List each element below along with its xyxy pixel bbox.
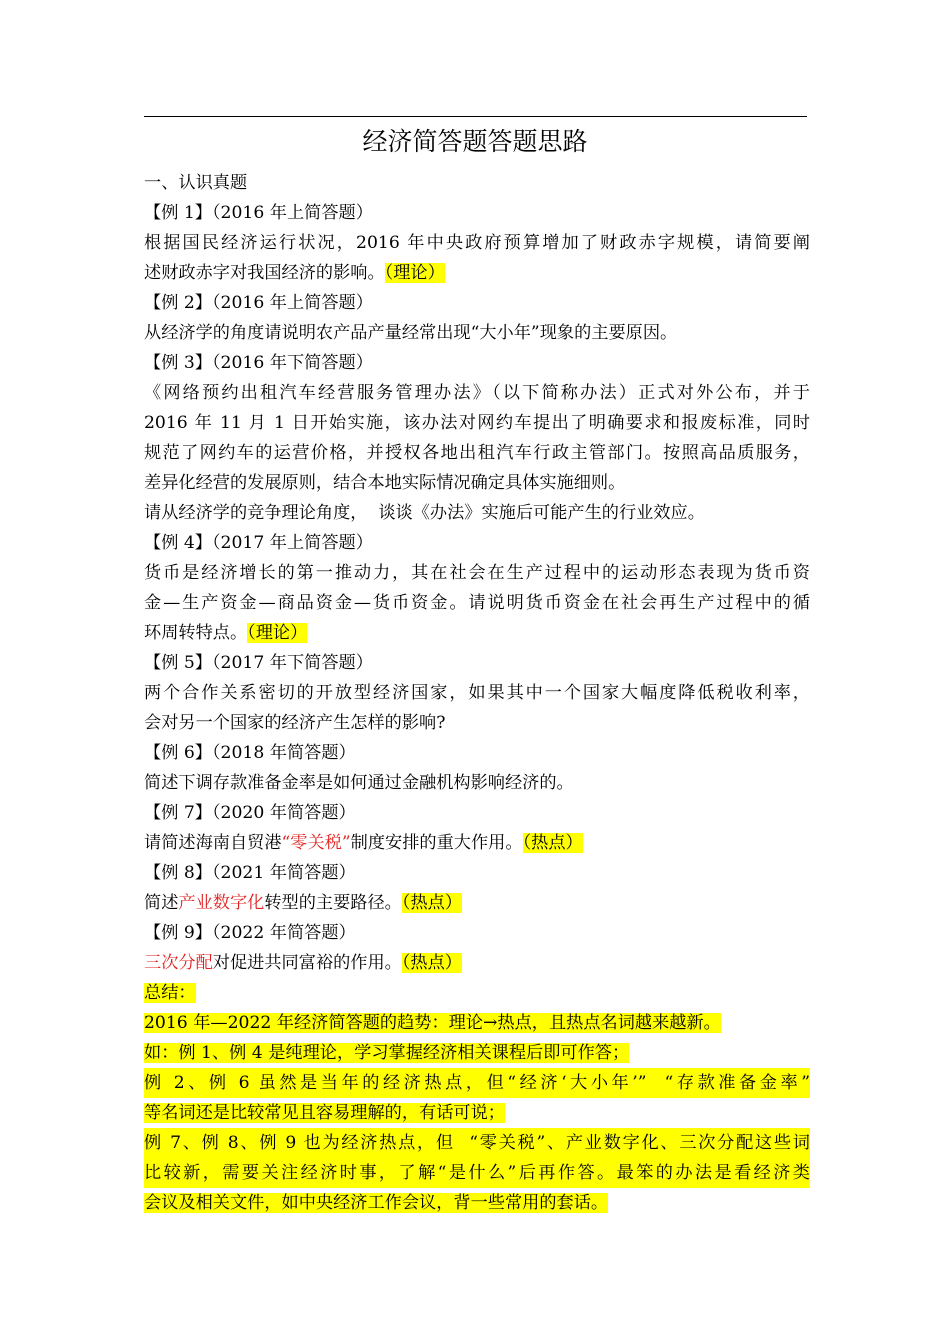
hot-term: 产业数字化 [178,893,265,913]
hot-tag: （热点） [401,953,462,973]
example-label: 【例 5】（2017 年下简答题） [144,653,373,673]
summary-text: 比较新，需要关注经济时事，了解“是什么”后再作答。最笨的办法是看经济类 [144,1158,810,1188]
example-text: 从经济学的角度请说明农产品产量经常出现“大小年”现象的主要原因。 [144,323,678,343]
example-label: 【例 8】（2021 年简答题） [144,863,356,883]
example-text: 简述 [144,893,179,913]
summary-text: 等名词还是比较常见且容易理解的，有话可说； [144,1103,505,1123]
example-label: 【例 2】（2016 年上简答题） [144,293,373,313]
summary-line [144,1008,810,1038]
example-text: 根据国民经济运行状况，2016 年中央政府预算增加了财政赤字规模，请简要阐 [144,233,810,253]
summary-heading: 总结： [144,983,196,1003]
theory-tag: （理论） [384,263,445,283]
summary-line [144,1098,810,1128]
example-text: 转型的主要路径。 [264,893,402,913]
header-rule [144,116,807,117]
example-label: 【例 7】（2020 年简答题） [144,803,356,823]
page-title: 经济简答题答题思路 [362,127,588,156]
example-text: 会对另一个国家的经济产生怎样的影响? [144,713,446,733]
example-text-line [144,258,810,288]
example-label: 【例 1】（2016 年上简答题） [144,203,373,223]
summary-text: 会议及相关文件，如中央经济工作会议，背一些常用的套话。 [144,1193,609,1213]
example-text: 《网络预约出租汽车经营服务管理办法》（以下简称办法）正式对外公布，并于 [144,383,810,403]
hot-term: 三次分配 [144,953,213,973]
summary-text: 例 2、例 6 虽然是当年的经济热点，但“经济‘大小年’” “存款准备金率” [144,1068,810,1098]
summary-text: 例 7、例 8、例 9 也为经济热点，但 “零关税”、产业数字化、三次分配这些词 [144,1128,810,1158]
example-label: 【例 9】（2022 年简答题） [144,923,356,943]
hot-term: “零关税” [281,833,351,853]
summary-line [144,1038,810,1068]
hot-tag: （热点） [522,833,583,853]
theory-tag: （理论） [247,623,308,643]
example-label: 【例 6】（2018 年简答题） [144,743,356,763]
example-text: 货币是经济增长的第一推动力，其在社会在生产过程中的运动形态表现为货币资 [144,563,810,583]
example-text: 环周转特点。 [144,623,248,643]
example-text: 规范了网约车的运营价格，并授权各地出租汽车行政主管部门。按照高品质服务， [144,443,810,463]
example-text-line [144,888,810,918]
document-body [144,168,810,1218]
summary-text: 2016 年—2022 年经济简答题的趋势：理论→热点，且热点名词越来越新。 [144,1013,721,1033]
example-text: 请从经济学的竞争理论角度， 谈谈《办法》实施后可能产生的行业效应。 [144,503,705,523]
hot-tag: （热点） [401,893,463,913]
section-heading: 一、认识真题 [144,173,248,193]
example-label: 【例 4】（2017 年上简答题） [144,533,373,553]
example-text: 请简述海南自贸港 [144,833,282,853]
example-label: 【例 3】（2016 年下简答题） [144,353,373,373]
example-text: 差异化经营的发展原则，结合本地实际情况确定具体实施细则。 [144,473,626,493]
example-text: 金—生产资金—商品资金—货币资金。请说明货币资金在社会再生产过程中的循 [144,593,810,613]
example-text: 制度安排的重大作用。 [350,833,523,853]
example-text-line [144,948,810,978]
example-text: 对促进共同富裕的作用。 [212,953,402,973]
summary-heading-line [144,978,810,1008]
example-text: 2016 年 11 月 1 日开始实施，该办法对网约车提出了明确要求和报废标准，同时 [144,413,810,433]
example-text: 两个合作关系密切的开放型经济国家，如果其中一个国家大幅度降低税收利率， [144,683,810,703]
example-text-line [144,828,810,858]
example-text-line [144,618,810,648]
example-text: 述财政赤字对我国经济的影响。 [144,263,385,283]
summary-text: 如：例 1、例 4 是纯理论，学习掌握经济相关课程后即可作答； [144,1043,630,1063]
example-text: 简述下调存款准备金率是如何通过金融机构影响经济的。 [144,773,574,793]
summary-line [144,1188,810,1218]
